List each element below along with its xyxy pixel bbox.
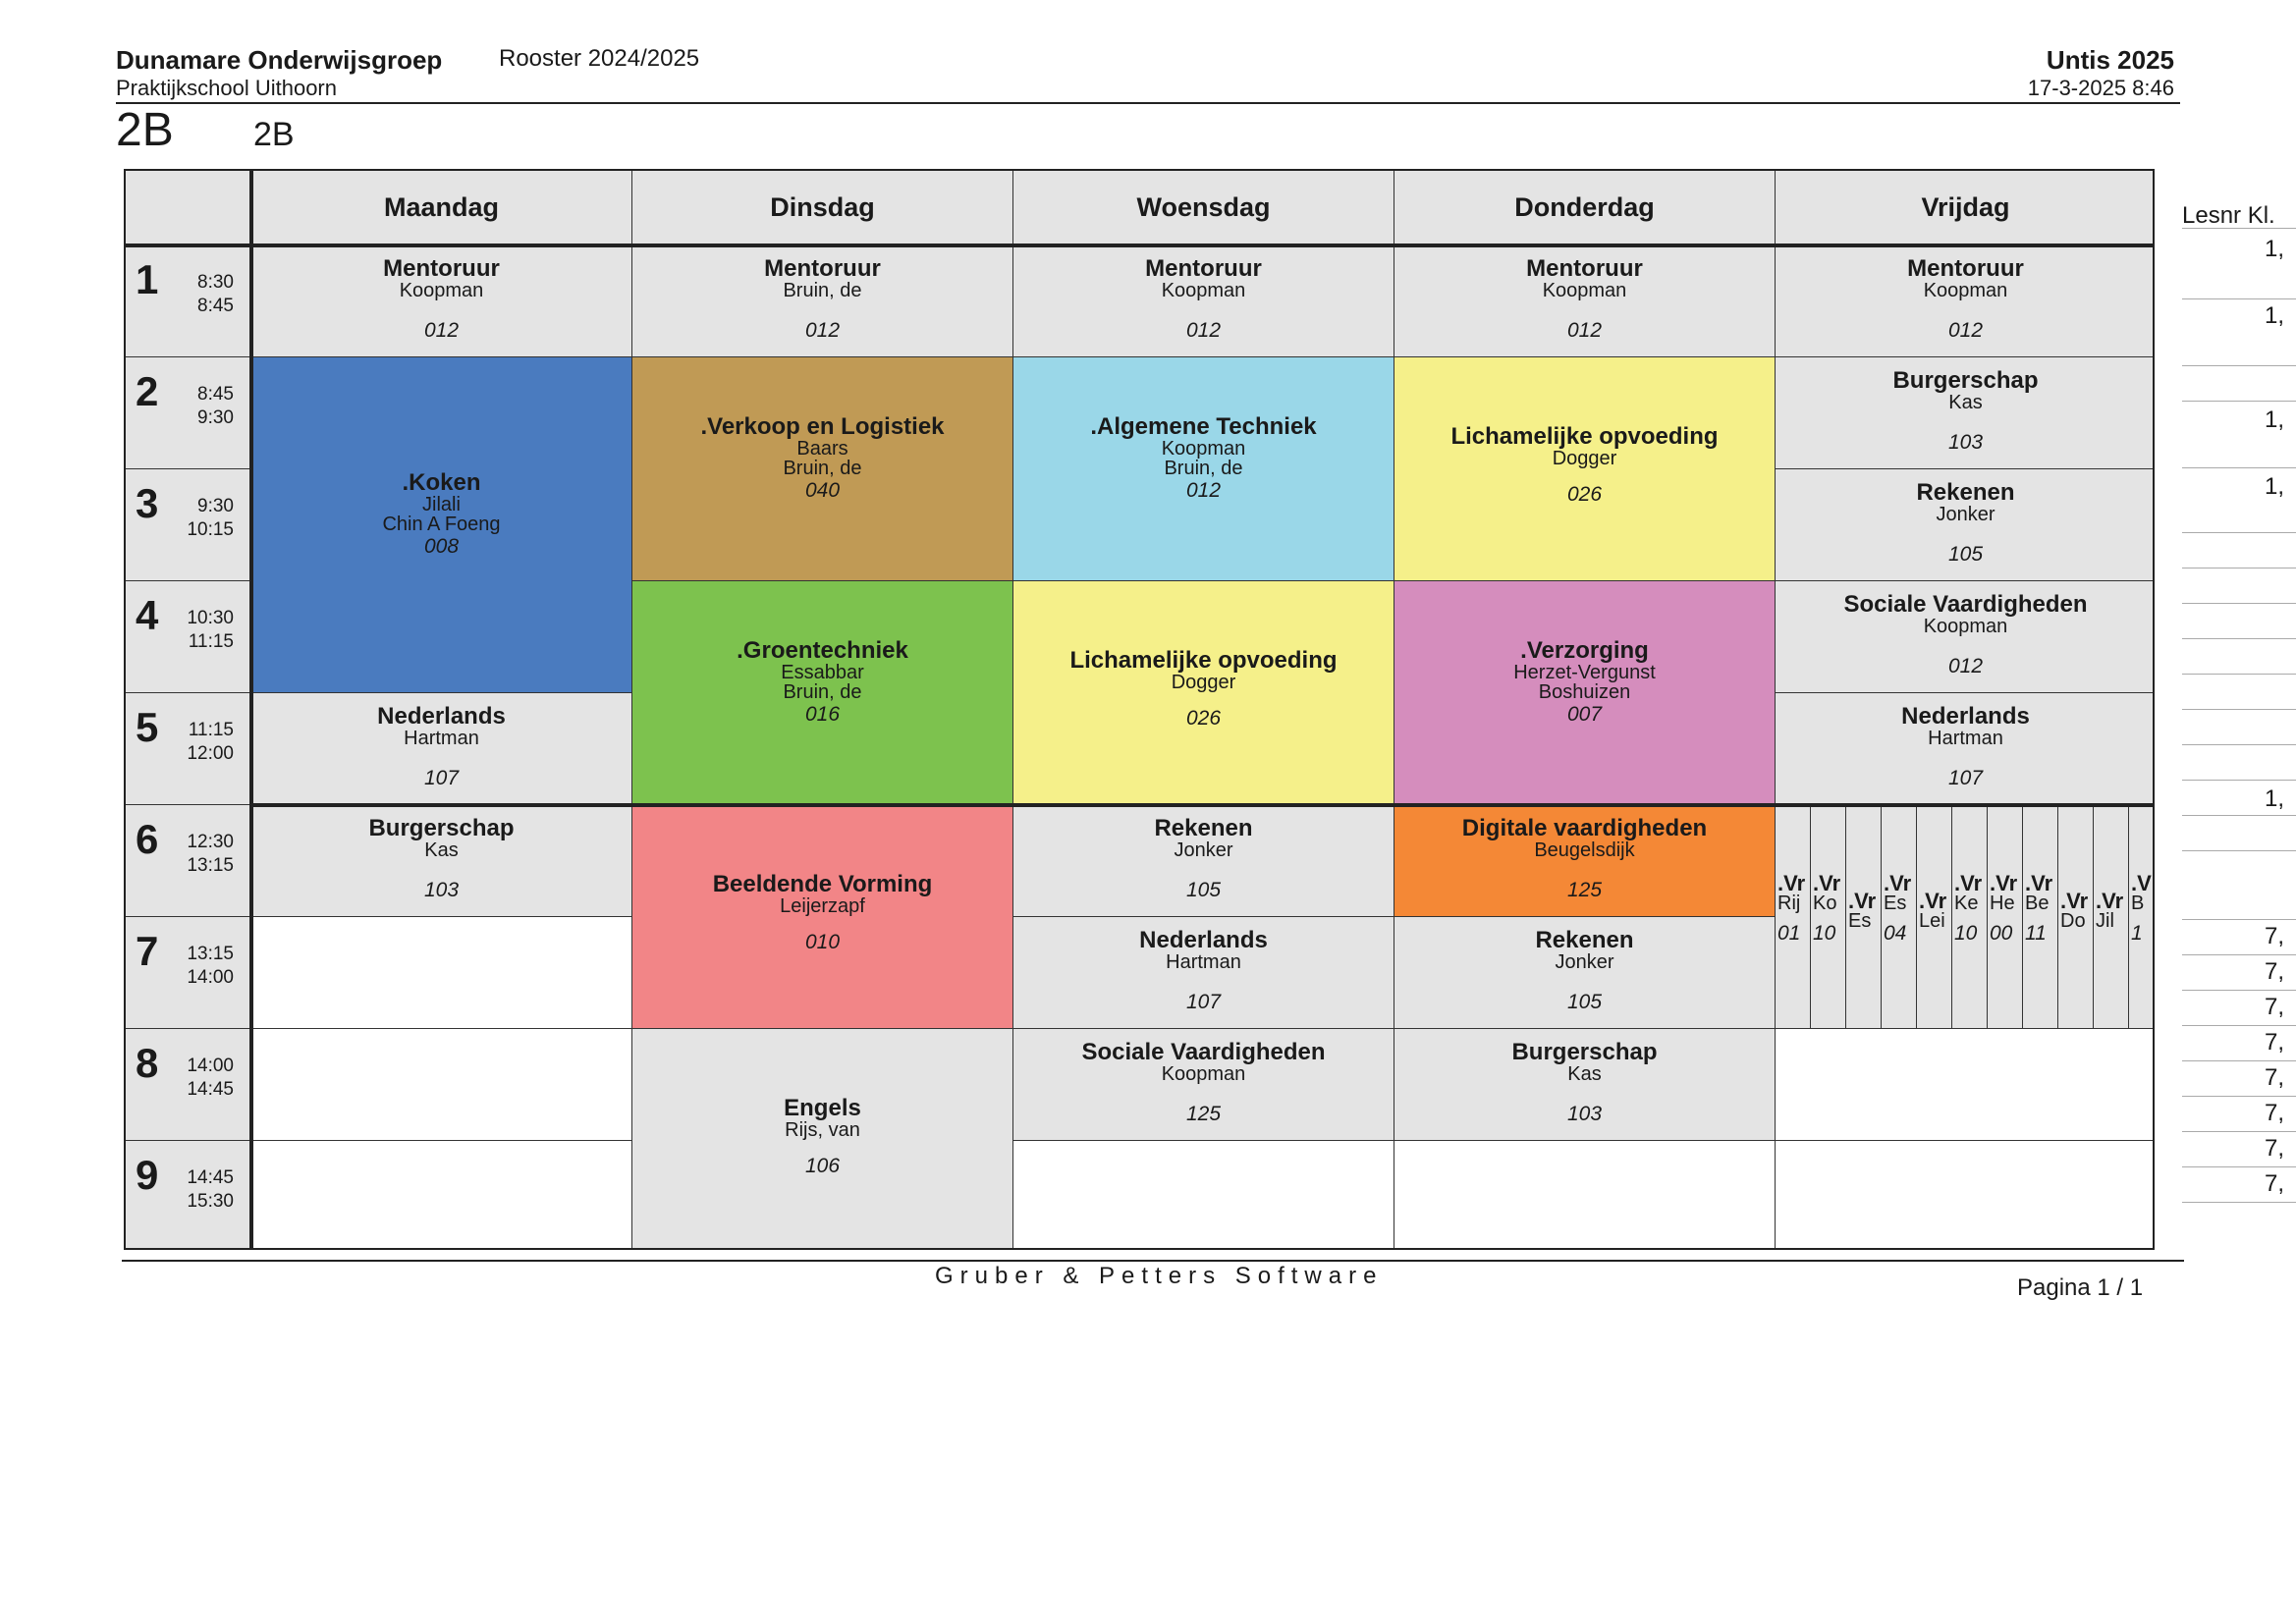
timetable-grid (124, 169, 2155, 1250)
lesson-block[interactable] (632, 245, 1013, 357)
lesson-block[interactable] (251, 693, 632, 805)
empty-slot (1394, 1141, 1776, 1250)
elective-cell[interactable] (2023, 805, 2058, 1029)
period-end: 8:45 (197, 296, 234, 316)
lesson-room: 125 (1566, 879, 1603, 901)
side-panel-rule (2182, 1166, 2296, 1167)
elective-teacher: Es (1884, 893, 1907, 914)
lesson-content (1776, 257, 2155, 342)
lesson-room: 106 (804, 1155, 841, 1177)
lesson-content (632, 639, 1012, 726)
lesson-subject: Mentoruur (1907, 255, 2024, 282)
elective-room: 10 (1813, 922, 1836, 945)
period-time (165, 719, 234, 766)
period-start: 8:45 (197, 384, 234, 405)
side-panel-rule (2182, 228, 2296, 229)
lesson-block[interactable] (632, 805, 1013, 1029)
lesson-room: 012 (1185, 319, 1222, 342)
lesson-block[interactable] (1394, 357, 1776, 581)
period-cell (126, 1029, 251, 1141)
day-header-vrijdag: Vrijdag (1776, 171, 2155, 245)
elective-subject: .Vr (2025, 871, 2053, 895)
lesson-room: 012 (1947, 319, 1984, 342)
lesson-room: 107 (423, 767, 460, 789)
elective-subject: .Vr (2060, 889, 2089, 913)
lesson-block[interactable] (1013, 357, 1394, 581)
lesson-content (1394, 817, 1775, 901)
side-panel-rule (2182, 1202, 2296, 1203)
period-number: 1 (136, 256, 159, 302)
elective-subject: .Vr (1884, 871, 1912, 895)
elective-teacher: Jil (2096, 910, 2114, 932)
lesson-teacher: Koopman (399, 280, 484, 301)
elective-subject: .Vr (1848, 889, 1877, 913)
lesson-content (251, 817, 631, 901)
period-time (165, 495, 234, 542)
lesson-subject: .Groentechniek (737, 637, 908, 664)
lesson-subject: Mentoruur (764, 255, 881, 282)
elective-teacher: B (2131, 893, 2145, 914)
lesson-room: 103 (423, 879, 460, 901)
lesson-content (1394, 257, 1775, 342)
lesson-block[interactable] (251, 357, 632, 693)
elective-cell[interactable] (1917, 805, 1952, 1029)
time-column-separator (249, 171, 253, 1250)
period-start: 12:30 (187, 832, 234, 852)
elective-cell[interactable] (2129, 805, 2155, 1029)
elective-subject: .Vr (1990, 871, 2018, 895)
period-end: 14:45 (187, 1079, 234, 1100)
lesson-content (1013, 649, 1394, 730)
lesson-teacher: Beugelsdijk (1534, 839, 1635, 861)
lesson-block[interactable] (251, 245, 632, 357)
side-panel-value: 7, (2265, 1029, 2285, 1056)
elective-teacher: Do (2060, 910, 2086, 932)
period-end: 12:00 (187, 743, 234, 764)
lesson-teacher: Essabbar (781, 662, 864, 683)
lesson-room: 012 (1947, 655, 1984, 677)
lesson-subject: Sociale Vaardigheden (1081, 1039, 1326, 1065)
lesson-subject: Nederlands (1139, 927, 1268, 953)
lesson-room: 016 (804, 703, 841, 726)
empty-slot (251, 1029, 632, 1141)
period-start: 13:15 (187, 944, 234, 964)
lesson-block[interactable] (1394, 245, 1776, 357)
lesson-block[interactable] (1776, 469, 2155, 581)
empty-slot (251, 1141, 632, 1250)
period-cell (126, 357, 251, 469)
org-name: Dunamare Onderwijsgroep (116, 45, 443, 75)
lesson-room: 010 (804, 931, 841, 953)
side-panel-rule (2182, 990, 2296, 991)
side-panel-rule (2182, 709, 2296, 710)
lesson-content (1394, 639, 1775, 726)
period-time (165, 271, 234, 318)
lesson-teacher: Bruin, de (1164, 458, 1243, 479)
lesson-teacher: Kas (424, 839, 459, 861)
elective-content (2023, 871, 2053, 945)
lesson-room: 105 (1566, 991, 1603, 1013)
lesson-subject: Rekenen (1916, 479, 2015, 506)
elective-cell[interactable] (2094, 805, 2129, 1029)
elective-teacher: He (1990, 893, 2015, 914)
period-time (165, 1055, 234, 1102)
lesson-block[interactable] (251, 805, 632, 917)
lesson-content (1776, 593, 2155, 677)
lesson-room: 012 (1566, 319, 1603, 342)
lesson-subject: Nederlands (377, 703, 506, 730)
empty-slot (251, 917, 632, 1029)
lesson-block[interactable] (1394, 1029, 1776, 1141)
lesson-content (1776, 705, 2155, 789)
period-number: 5 (136, 704, 159, 750)
class-title: 2B (116, 104, 174, 156)
side-panel-value: 1, (2265, 406, 2285, 433)
elective-content (1882, 871, 1912, 945)
lesson-block[interactable] (632, 1029, 1013, 1250)
side-panel-rule (2182, 780, 2296, 781)
lesson-subject: Lichamelijke opvoeding (1069, 647, 1338, 674)
lesson-room: 012 (804, 319, 841, 342)
lesson-subject: Burgerschap (368, 815, 515, 841)
lesson-room: 026 (1566, 483, 1603, 506)
empty-slot (1013, 1141, 1394, 1250)
lesson-teacher: Leijerzapf (780, 895, 865, 917)
lesson-room: 026 (1185, 707, 1222, 730)
period-time (165, 383, 234, 430)
lesson-subject: Mentoruur (1145, 255, 1262, 282)
elective-teacher: Rij (1777, 893, 1801, 914)
lesson-subject: Burgerschap (1511, 1039, 1658, 1065)
lesson-teacher: Baars (796, 438, 848, 460)
lesson-room: 012 (1185, 479, 1222, 502)
school-name: Praktijkschool Uithoorn (116, 76, 337, 100)
period-number: 3 (136, 480, 159, 526)
elective-teacher: Be (2025, 893, 2050, 914)
side-panel-value: 1, (2265, 473, 2285, 500)
period-start: 9:30 (197, 496, 234, 516)
day-header-dinsdag: Dinsdag (632, 171, 1013, 245)
empty-slot (1776, 1029, 2155, 1141)
lesson-teacher: Koopman (1923, 616, 2008, 637)
period-number: 9 (136, 1152, 159, 1198)
lesson-teacher: Hartman (404, 728, 479, 749)
footer-page-number: Pagina 1 / 1 (2017, 1274, 2144, 1301)
period-start: 14:00 (187, 1056, 234, 1076)
elective-content (1776, 871, 1806, 945)
elective-room: 11 (2025, 922, 2047, 945)
lesson-block[interactable] (1776, 581, 2155, 693)
lesson-block[interactable] (1394, 917, 1776, 1029)
lesson-block[interactable] (632, 357, 1013, 581)
lesson-teacher: Koopman (1542, 280, 1627, 301)
lesson-content (1013, 929, 1394, 1013)
lesson-content (632, 415, 1012, 502)
side-panel-rule (2182, 532, 2296, 533)
lesson-block[interactable] (1776, 693, 2155, 805)
header-separator (126, 244, 2155, 247)
side-panel-rule (2182, 638, 2296, 639)
side-panel-rule (2182, 744, 2296, 745)
side-panel-value: 1, (2265, 302, 2285, 329)
app-name: Untis 2025 (2046, 45, 2174, 75)
day-header-maandag: Maandag (251, 171, 632, 245)
elective-teacher: Es (1848, 910, 1872, 932)
friday-elective-group (1776, 805, 2155, 1029)
footer-divider (122, 1260, 2184, 1262)
elective-content (1952, 871, 1983, 945)
lesson-content (632, 1097, 1012, 1177)
elective-subject: .Vr (1919, 889, 1947, 913)
period-start: 10:30 (187, 608, 234, 628)
lesson-room: 007 (1566, 703, 1603, 726)
period-end: 11:15 (188, 631, 234, 652)
lesson-content (1013, 1041, 1394, 1125)
side-panel-rule (2182, 674, 2296, 675)
lesson-content (1394, 1041, 1775, 1125)
period-end: 14:00 (187, 967, 234, 988)
elective-teacher: Lei (1919, 910, 1945, 932)
lesson-subject: .Verkoop en Logistiek (700, 413, 945, 440)
lesson-block[interactable] (1394, 581, 1776, 805)
elective-cell[interactable] (1811, 805, 1846, 1029)
elective-subject: .Vr (1954, 871, 1983, 895)
elective-cell[interactable] (1882, 805, 1917, 1029)
elective-subject: .Vr (1777, 871, 1806, 895)
elective-subject: .Vr (1813, 871, 1841, 895)
side-panel-value: 7, (2265, 923, 2285, 949)
period-number: 4 (136, 592, 159, 638)
lesson-room: 107 (1185, 991, 1222, 1013)
lesson-content (1394, 425, 1775, 506)
lesson-subject: .Koken (402, 469, 481, 496)
lesson-subject: Digitale vaardigheden (1461, 815, 1708, 841)
lesson-content (251, 257, 631, 342)
lesson-block[interactable] (1013, 805, 1394, 917)
lesson-subject: .Algemene Techniek (1090, 413, 1317, 440)
lesson-teacher: Hartman (1166, 951, 1241, 973)
side-panel-value: 7, (2265, 1170, 2285, 1197)
lesson-teacher: Koopman (1161, 280, 1246, 301)
elective-content (1846, 889, 1877, 932)
lesson-subject: Beeldende Vorming (712, 871, 933, 897)
lesson-subject: Burgerschap (1892, 367, 2039, 394)
elective-cell[interactable] (2058, 805, 2094, 1029)
lesson-teacher: Bruin, de (783, 458, 862, 479)
lesson-subject: Mentoruur (1526, 255, 1643, 282)
lesson-teacher: Bruin, de (783, 280, 862, 301)
side-panel-rule (2182, 1096, 2296, 1097)
lesson-subject: Rekenen (1535, 927, 1634, 953)
lesson-teacher: Jonker (1174, 839, 1233, 861)
period-end: 10:15 (187, 519, 234, 540)
footer-software: Gruber & Petters Software (935, 1263, 1384, 1289)
elective-cell[interactable] (1776, 805, 1811, 1029)
period-number: 2 (136, 368, 159, 414)
lesson-teacher: Jonker (1555, 951, 1614, 973)
side-panel-rule (2182, 298, 2296, 299)
lesson-content (1776, 369, 2155, 454)
period-number: 7 (136, 928, 159, 974)
period-cell (126, 1141, 251, 1250)
lesson-subject: Rekenen (1154, 815, 1253, 841)
lesson-room: 103 (1947, 431, 1984, 454)
lesson-content (632, 257, 1012, 342)
period-start: 14:45 (187, 1167, 234, 1188)
day-header-woensdag: Woensdag (1013, 171, 1394, 245)
lesson-room: 105 (1185, 879, 1222, 901)
lesson-teacher: Hartman (1928, 728, 2003, 749)
lesson-block[interactable] (1776, 245, 2155, 357)
lesson-teacher: Boshuizen (1538, 681, 1631, 703)
lesson-teacher: Koopman (1161, 1063, 1246, 1085)
lesson-content (1013, 257, 1394, 342)
day-header-donderdag: Donderdag (1394, 171, 1776, 245)
elective-room: 1 (2131, 922, 2143, 945)
lesson-block[interactable] (1013, 581, 1394, 805)
period-cell (126, 469, 251, 581)
side-panel-header: Lesnr Kl. (2182, 202, 2275, 229)
period-cell (126, 805, 251, 917)
elective-content (2129, 871, 2152, 945)
side-panel-rule (2182, 919, 2296, 920)
lesson-room: 107 (1947, 767, 1984, 789)
elective-subject: .V (2131, 871, 2152, 895)
period-number: 6 (136, 816, 159, 862)
period-cell (126, 917, 251, 1029)
period-time (165, 831, 234, 878)
elective-teacher: Ke (1954, 893, 1979, 914)
lesson-teacher: Chin A Foeng (382, 514, 501, 535)
side-panel-value: 7, (2265, 1064, 2285, 1091)
lesson-teacher: Rijs, van (785, 1119, 860, 1141)
side-panel-rule (2182, 1025, 2296, 1026)
elective-content (1811, 871, 1841, 945)
lesson-content (1776, 481, 2155, 566)
period-start: 8:30 (197, 272, 234, 293)
side-panel-value: 1, (2265, 785, 2285, 812)
lesson-subject: .Verzorging (1520, 637, 1649, 664)
lesson-block[interactable] (1013, 245, 1394, 357)
elective-room: 01 (1777, 922, 1801, 945)
side-panel-rule (2182, 1131, 2296, 1132)
lesson-teacher: Jilali (422, 494, 461, 515)
lesson-block[interactable] (632, 581, 1013, 805)
elective-cell[interactable] (1846, 805, 1882, 1029)
lesson-block[interactable] (1013, 1029, 1394, 1141)
side-panel-value: 7, (2265, 1100, 2285, 1126)
lesson-subject: Sociale Vaardigheden (1843, 591, 2088, 618)
side-panel-rule (2182, 1060, 2296, 1061)
lesson-subject: Mentoruur (383, 255, 500, 282)
period-cell (126, 581, 251, 693)
lesson-content (632, 873, 1012, 953)
lesson-content (1013, 817, 1394, 901)
lesson-content (1013, 415, 1394, 502)
lesson-teacher: Kas (1948, 392, 1983, 413)
header-divider (116, 102, 2180, 104)
elective-subject: .Vr (2096, 889, 2124, 913)
lesson-room: 008 (423, 535, 460, 558)
lesson-subject: Engels (784, 1095, 861, 1121)
period-start: 11:15 (188, 720, 234, 740)
side-panel-value: 7, (2265, 958, 2285, 985)
lesson-content (251, 705, 631, 789)
period-number: 8 (136, 1040, 159, 1086)
empty-slot (1776, 1141, 2155, 1250)
side-panel-rule (2182, 401, 2296, 402)
class-subtitle: 2B (253, 116, 295, 153)
elective-room: 04 (1884, 922, 1907, 945)
lesson-teacher: Dogger (1171, 672, 1236, 693)
period-end: 9:30 (197, 407, 234, 428)
lesson-room: 125 (1185, 1103, 1222, 1125)
lesson-room: 103 (1566, 1103, 1603, 1125)
period-cell (126, 693, 251, 805)
period-time (165, 607, 234, 654)
elective-room: 10 (1954, 922, 1978, 945)
period-time (165, 1166, 234, 1214)
elective-content (2058, 889, 2089, 932)
elective-room: 00 (1990, 922, 2013, 945)
elective-content (1988, 871, 2018, 945)
print-datetime: 17-3-2025 8:46 (2027, 76, 2174, 100)
lesson-teacher: Kas (1567, 1063, 1602, 1085)
lesson-subject: Nederlands (1901, 703, 2030, 730)
period-cell (126, 245, 251, 357)
lunch-separator (251, 803, 2155, 807)
lesson-block[interactable] (1013, 917, 1394, 1029)
side-panel-value: 1, (2265, 236, 2285, 262)
period-end: 15:30 (187, 1191, 234, 1212)
lesson-teacher: Jonker (1936, 504, 1995, 525)
side-panel-rule (2182, 954, 2296, 955)
period-time (165, 943, 234, 990)
lesson-content (251, 471, 631, 558)
lesson-teacher: Koopman (1923, 280, 2008, 301)
lesson-room: 040 (804, 479, 841, 502)
lesson-subject: Lichamelijke opvoeding (1450, 423, 1719, 450)
side-panel-value: 7, (2265, 1135, 2285, 1162)
elective-content (1917, 889, 1947, 932)
side-panel-rule (2182, 603, 2296, 604)
lesson-room: 012 (423, 319, 460, 342)
lesson-room: 105 (1947, 543, 1984, 566)
period-end: 13:15 (187, 855, 234, 876)
lesson-block[interactable] (1776, 357, 2155, 469)
elective-cell[interactable] (1988, 805, 2023, 1029)
side-panel-rule (2182, 365, 2296, 366)
lesson-teacher: Koopman (1161, 438, 1246, 460)
rooster-year: Rooster 2024/2025 (499, 45, 700, 72)
lesson-block[interactable] (1394, 805, 1776, 917)
side-panel-rule (2182, 815, 2296, 816)
lesson-teacher: Dogger (1552, 448, 1617, 469)
side-panel-rule (2182, 850, 2296, 851)
lesson-teacher: Herzet-Vergunst (1513, 662, 1656, 683)
elective-teacher: Ko (1813, 893, 1837, 914)
elective-content (2094, 889, 2124, 932)
grid-corner (126, 171, 251, 245)
side-panel-rule (2182, 467, 2296, 468)
side-panel-value: 7, (2265, 994, 2285, 1020)
elective-cell[interactable] (1952, 805, 1988, 1029)
lesson-teacher: Bruin, de (783, 681, 862, 703)
lesson-content (1394, 929, 1775, 1013)
